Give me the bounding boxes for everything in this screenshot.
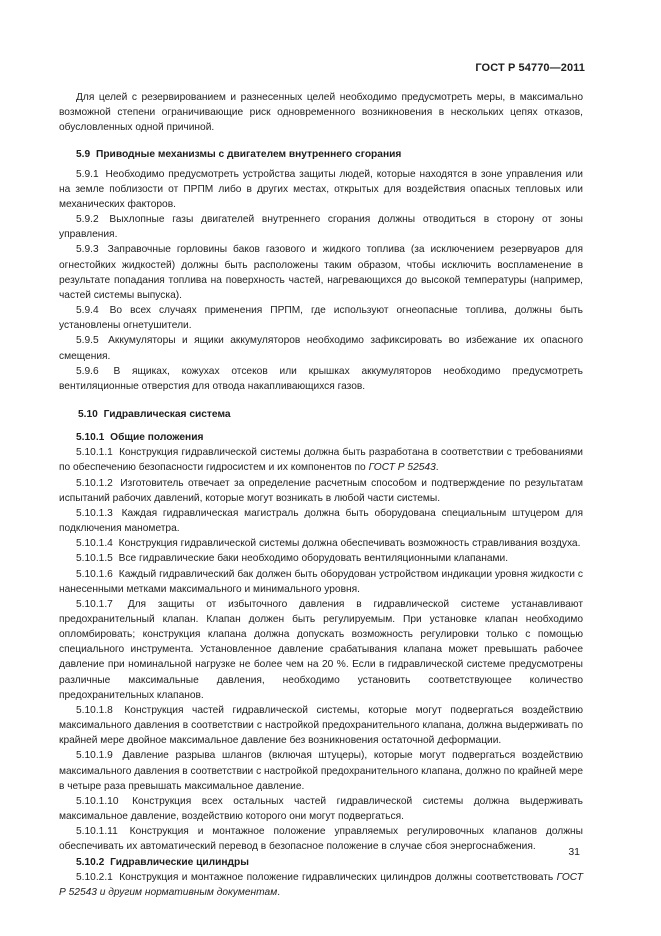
clause-number: 5.10.1.7 — [76, 598, 113, 610]
clause-number: 5.10.1.10 — [76, 795, 119, 807]
clause-number: 5.9.2 — [76, 214, 99, 226]
page-content — [59, 90, 583, 900]
clause-text: Аккумуляторы и ящики аккумуляторов необходимо зафиксировать во избежание их опасного смещения. — [59, 335, 583, 362]
clause-text: Изготовитель отвечает за определение расчетным способом и подтверждение по результатам испытаний рабочих давлений, которые могут возникать в любой части системы. — [59, 477, 583, 504]
clause-5-9-5 — [59, 333, 583, 363]
clause-text: Конструкция гидравлической системы должна обеспечивать возможность стравливания воздуха. — [118, 538, 581, 550]
clause-5-10-2-1 — [59, 870, 583, 900]
clause-number: 5.9.1 — [76, 168, 99, 180]
intro-paragraph: Для целей с резервированием и разнесенных целей необходимо предусмотреть меры, в максимально возможной степени ограничивающие риск одновременного возникновения в нескольких цепях отказов, обусловленных одной причиной. — [59, 92, 583, 134]
clause-5-10-1-4 — [59, 536, 583, 551]
clause-text: Конструкция и монтажное положение управляемых регулировочных клапанов должны обеспечивать их автоматический перевод в безопасное положение в случае сбоя энергоснабжения. — [59, 826, 583, 853]
clause-number: 5.10.1.5 — [76, 553, 113, 565]
section-number: 5.9 — [76, 149, 91, 161]
clause-end: . — [435, 462, 439, 474]
clause-5-10-1-8 — [59, 703, 583, 748]
clause-text: Каждый гидравлический бак должен быть оборудован устройством индикации уровня жидкости с нанесенными метками максимального и минимального уровня. — [59, 568, 583, 595]
subsection-5-10-2-heading — [59, 855, 583, 870]
clause-number: 5.10.1.11 — [76, 826, 118, 838]
clause-text: Конструкция и монтажное положение гидравлических цилиндров должны соответствовать — [119, 871, 554, 883]
clause-text: Выхлопные газы двигателей внутреннего сгорания должны отводиться в сторону от зоны управления. — [59, 214, 583, 241]
page-number: 31 — [568, 846, 580, 858]
clause-5-10-1-1 — [59, 445, 583, 475]
subsection-number: 5.10.1 — [76, 432, 105, 444]
section-number: 5.10 — [78, 408, 98, 420]
clause-number: 5.10.1.1 — [76, 447, 113, 459]
clause-5-10-1-10 — [59, 794, 583, 824]
clause-5-9-1 — [59, 167, 583, 212]
clause-5-10-1-2 — [59, 476, 583, 506]
clause-text: Во всех случаях применения ПРПМ, где используют огнеопасные топлива, должны быть установлены огнетушители. — [59, 305, 583, 332]
clause-5-9-4 — [59, 303, 583, 333]
section-5-10-heading — [59, 407, 583, 422]
clause-number: 5.10.1.8 — [76, 704, 113, 716]
clause-5-10-1-5 — [59, 551, 583, 566]
clause-number: 5.10.1.3 — [76, 507, 113, 519]
clause-text: Необходимо предусмотреть устройства защиты людей, которые находятся в зоне управления или на земле поблизости от ПРПМ либо в других местах, открытых для воздействия опасных тепловых или механических факторов. — [59, 168, 583, 210]
clause-text: Давление разрыва шлангов (включая штуцеры), которые могут подвергаться воздействию максимального давления в соответствии с настройкой предохранительного клапана, должно по крайней мере в четыре раза превышать максимальное давление. — [59, 750, 583, 792]
clause-5-10-1-6 — [59, 567, 583, 597]
clause-text: Все гидравлические баки необходимо оборудовать вентиляционными клапанами. — [118, 553, 509, 565]
clause-text: В ящиках, кожухах отсеков или крышках аккумуляторов необходимо предусмотреть вентиляционные отверстия для отвода накапливающихся газов. — [59, 365, 583, 392]
clause-number: 5.9.6 — [76, 365, 99, 377]
clause-number: 5.9.3 — [76, 244, 99, 256]
clause-text: Конструкция всех остальных частей гидравлической системы должна выдерживать максимальное давление, воздействию которого они могут подвергаться. — [59, 795, 583, 823]
clause-number: 5.10.1.9 — [76, 750, 113, 762]
subsection-title: Гидравлические цилиндры — [110, 856, 249, 868]
clause-number: 5.9.4 — [76, 305, 99, 317]
subsection-title: Общие положения — [110, 432, 204, 444]
clause-5-9-3 — [59, 242, 583, 303]
clause-number: 5.9.5 — [76, 335, 99, 347]
subsection-5-10-1-heading — [59, 430, 583, 445]
clause-5-10-1-3 — [59, 506, 583, 536]
clause-5-9-2 — [59, 212, 583, 242]
clause-5-10-1-7 — [59, 597, 583, 703]
clause-text: Конструкция гидравлической системы должна быть разработана в соответствии с требованиями по обеспечению безопасности гидросистем и их компонентов по — [59, 447, 583, 474]
clause-text: Каждая гидравлическая магистраль должна быть оборудована специальным штуцером для подключения манометра. — [59, 507, 583, 535]
clause-5-10-1-9 — [59, 748, 583, 793]
clause-text: Для защиты от избыточного давления в гидравлической системе устанавливают предохранительный клапан. Клапан должен быть регулируемым. При установке клапан необходимо опломбировать; конструкция клапана должна допускать возможность регулировки только с помощью специального инструмента. Установленное давление срабатывания клапана может превышать рабочее давление при номинальной нагрузке не более чем на 20 %. Если в гидравлической системе предусмотрены различные максимальные давления, необходимо установить соответствующее количество предохранительных клапанов. — [59, 598, 583, 701]
clause-number: 5.10.1.4 — [76, 538, 113, 550]
clause-5-9-6 — [59, 364, 583, 394]
clause-number: 5.10.1.6 — [76, 568, 113, 580]
clause-text: Заправочные горловины баков газового и жидкого топлива (за исключением резервуаров для огнестойких жидкостей) должны быть расположены таким образом, чтобы исключить воспламенение в результате попадания топлива на поверхность частей, нагревающихся до высокой температуры (например, частей системы выпуска). — [59, 244, 583, 301]
clause-number: 5.10.2.1 — [76, 871, 113, 883]
section-title: Приводные механизмы с двигателем внутреннего сгорания — [96, 149, 402, 161]
standard-reference: ГОСТ Р 52543 — [368, 462, 436, 474]
clause-text: Конструкция частей гидравлической системы, которые могут подвергаться воздействию максимального давления в соответствии с настройкой предохранительного клапана, должна выдерживать по крайней мере двойное максимальное давление без возникновения остаточной деформации. — [59, 704, 583, 747]
section-title: Гидравлическая система — [103, 408, 231, 420]
clause-5-10-1-11 — [59, 824, 583, 854]
page-header-standard: ГОСТ Р 54770—2011 — [475, 62, 585, 74]
clause-number: 5.10.1.2 — [76, 477, 113, 489]
subsection-number: 5.10.2 — [76, 856, 105, 868]
standard-reference: ГОСТ Р 52543 и другим нормативным документам — [59, 871, 583, 898]
section-5-9-heading — [59, 147, 583, 162]
clause-end: . — [277, 886, 281, 898]
